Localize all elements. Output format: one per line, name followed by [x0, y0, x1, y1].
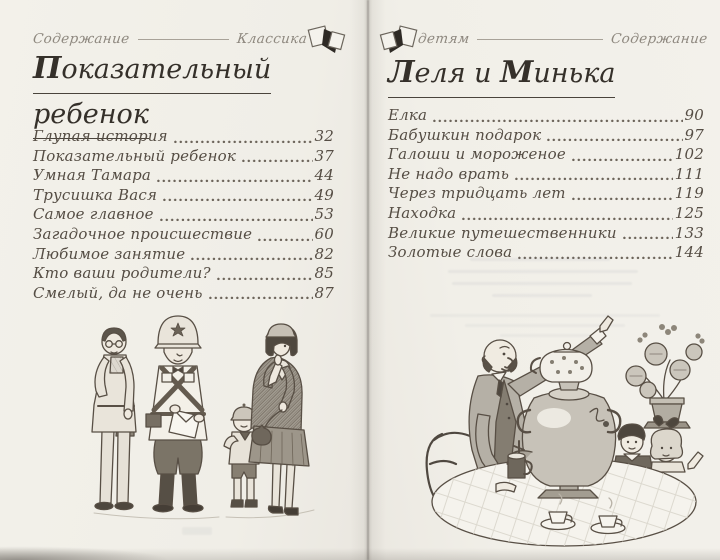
toc-entry: [33, 127, 334, 147]
toc-entry: [33, 264, 334, 284]
toc-entry-title: Галоши и мороженое: [388, 145, 566, 164]
open-book-logo-icon: [378, 22, 418, 56]
toc-entry-title: Бабушкин подарок: [388, 125, 542, 144]
dot-leader: [242, 159, 312, 163]
toc-entry: [33, 147, 334, 167]
toc-entry-title: Не надо врать: [388, 164, 510, 183]
toc-entry-title: Любимое занятие: [33, 244, 186, 263]
toc-entry-title: Показательный ребенок: [33, 146, 237, 165]
toc-entry: [388, 224, 704, 244]
old-man-figure: [92, 328, 136, 510]
toc-entry-page: 119: [674, 184, 704, 203]
heading-text: еля и: [414, 58, 501, 89]
toc-entry-title: Золотые слова: [388, 243, 513, 262]
dot-leader: [157, 179, 312, 183]
toc-entry: [33, 245, 334, 265]
toc-entry-page: 102: [674, 145, 704, 164]
section-title-right: [388, 52, 615, 98]
toc-entry-page: 49: [314, 185, 334, 204]
dot-leader: [160, 218, 313, 222]
policeman-family-illustration: [58, 310, 330, 550]
toc-entry-title: Кто ваши родители?: [33, 264, 211, 283]
toc-entry-page: 82: [314, 244, 334, 263]
header-rule: [477, 39, 603, 40]
toc-entry: [33, 186, 334, 206]
toc-entry: [388, 106, 704, 126]
toc-entry-title: Находка: [388, 203, 457, 222]
right-running-header: [378, 22, 708, 56]
toc-list-right: [388, 106, 704, 263]
heading-initial: Л: [388, 55, 415, 90]
toc-entry-page: 90: [684, 106, 704, 124]
section-title-left: [33, 48, 271, 139]
dot-leader: [217, 277, 313, 281]
toc-entry-page: 144: [674, 243, 704, 262]
bleed-through-ghost: [448, 270, 638, 273]
heading-text-line2: ребенок: [33, 94, 149, 139]
dot-leader: [515, 177, 673, 181]
toc-entry: [388, 145, 704, 165]
heading-text: инька: [533, 58, 616, 89]
dot-leader: [433, 119, 682, 123]
toc-entry-title: Самое главное: [33, 205, 154, 224]
toc-entry-page: 44: [314, 166, 334, 185]
dot-leader: [258, 238, 312, 242]
toc-entry: [33, 205, 334, 225]
toc-entry-title: Умная Тамара: [33, 166, 152, 185]
toc-entry: [33, 166, 334, 186]
woman-figure: [249, 324, 309, 515]
toc-entry-title: Через тридцать лет: [388, 184, 566, 203]
running-header-label: Содержание: [32, 31, 131, 47]
heading-initial: М: [500, 55, 534, 90]
toc-entry-title: Глупая история: [33, 127, 168, 145]
potted-geranium-plant: [626, 324, 705, 428]
samovar-tea-illustration: [412, 314, 708, 556]
man-hand-on-table: [496, 482, 516, 492]
toc-entry-page: 85: [314, 264, 334, 283]
toc-entry-title: Трусишка Вася: [33, 185, 158, 204]
bleed-through-ghost: [470, 258, 610, 261]
toc-entry-page: 37: [314, 146, 334, 165]
series-label: детям: [417, 31, 471, 47]
dot-leader: [462, 217, 672, 221]
toc-entry: [33, 284, 334, 304]
toc-entry-title: Загадочное происшествие: [33, 224, 253, 243]
toc-entry-page: 60: [314, 224, 334, 243]
policeman-figure: [146, 316, 207, 512]
toc-entry-title: Елка: [388, 106, 428, 124]
toc-entry-page: 111: [674, 164, 704, 183]
toc-list-left: [33, 127, 334, 303]
toc-entry-page: 97: [684, 125, 704, 144]
right-page: [366, 0, 720, 560]
bleed-through-ghost: [492, 294, 592, 297]
heading-initial: П: [33, 51, 62, 86]
dot-leader: [547, 138, 682, 142]
bleed-through-ghost: [452, 282, 632, 285]
dot-leader: [191, 257, 312, 261]
toc-entry-page: 87: [314, 283, 334, 302]
toc-entry-page: 53: [314, 205, 334, 224]
toc-entry: [388, 184, 704, 204]
dot-leader: [623, 236, 673, 240]
running-header-label: Содержание: [610, 31, 709, 47]
toc-entry: [388, 165, 704, 185]
dot-leader: [174, 140, 313, 144]
open-book-logo-icon: [307, 22, 347, 56]
toc-entry: [388, 204, 704, 224]
header-rule: [138, 39, 229, 40]
series-label: Классика: [235, 31, 308, 47]
toc-entry-title: Смелый, да не очень: [33, 283, 203, 302]
girl-at-table-figure: [651, 416, 703, 472]
toc-entry-title: Великие путешественники: [388, 223, 617, 242]
toc-entry: [33, 225, 334, 245]
heading-text: оказательный: [61, 54, 272, 85]
bleed-through-ghost: [182, 527, 212, 535]
toc-entry-page: 32: [314, 127, 334, 145]
toc-entry-page: 125: [674, 203, 704, 222]
dot-leader: [572, 158, 673, 162]
toc-entry: [388, 126, 704, 146]
dot-leader: [163, 198, 312, 202]
toc-entry-page: 133: [674, 223, 704, 242]
dot-leader: [572, 197, 673, 201]
dot-leader: [209, 296, 313, 300]
